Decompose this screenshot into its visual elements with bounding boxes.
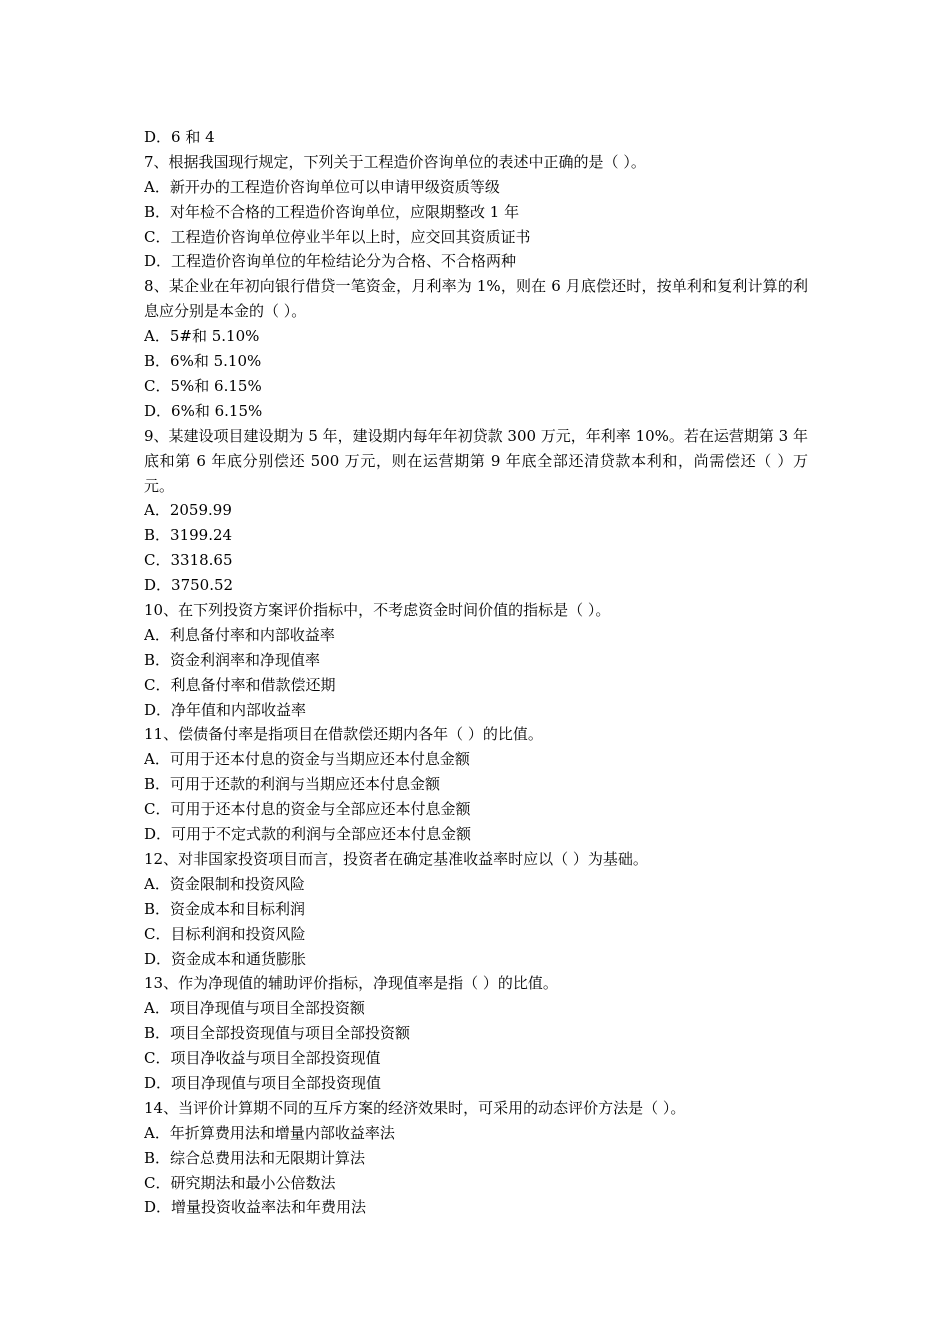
option-a: A．2059.99: [144, 501, 232, 520]
option-a: A．5#和 5.10%: [144, 327, 260, 346]
question-13: [144, 971, 808, 1095]
question-text: 11、偿债备付率是指项目在借款偿还期内各年（ ）的比值。: [144, 725, 543, 744]
option-d: D．6%和 6.15%: [144, 401, 263, 420]
option-a: A．利息备付率和内部收益率: [144, 625, 335, 644]
option-d: D．3750.52: [144, 576, 234, 595]
question-10: [144, 598, 808, 722]
option-c: C．利息备付率和借款偿还期: [144, 675, 336, 694]
option-d: D．工程造价咨询单位的年检结论分为合格、不合格两种: [144, 252, 517, 271]
option-c: C．研究期法和最小公倍数法: [144, 1173, 336, 1192]
question-text: 12、对非国家投资项目而言，投资者在确定基准收益率时应以（ ）为基础。: [144, 849, 648, 868]
option-b: B．6%和 5.10%: [144, 352, 262, 371]
question-text: 14、当评价计算期不同的互斥方案的经济效果时，可采用的动态评价方法是（ ）。: [144, 1098, 686, 1117]
question-12: [144, 847, 808, 971]
option-c: C．可用于还本付息的资金与全部应还本付息金额: [144, 800, 471, 819]
question-11: [144, 722, 808, 846]
question-text: 10、在下列投资方案评价指标中，不考虑资金时间价值的指标是（ ）。: [144, 601, 611, 620]
option-d: D．可用于不定式款的利润与全部应还本付息金额: [144, 825, 472, 844]
option-b: B．项目全部投资现值与项目全部投资额: [144, 1024, 411, 1043]
question-text: 7、根据我国现行规定，下列关于工程造价咨询单位的表述中正确的是（ ）。: [144, 152, 646, 171]
option-c: C．目标利润和投资风险: [144, 924, 306, 943]
option-b: B．3199.24: [144, 526, 233, 545]
option-c: C．5%和 6.15%: [144, 376, 262, 395]
option-b: B．可用于还款的利润与当期应还本付息金额: [144, 775, 441, 794]
option-c: C．3318.65: [144, 551, 233, 570]
option-d: D．资金成本和通货膨胀: [144, 949, 307, 968]
option-a: A．年折算费用法和增量内部收益率法: [144, 1123, 395, 1142]
question-9: [144, 424, 808, 598]
option-c: C．工程造价咨询单位停业半年以上时，应交回其资质证书: [144, 227, 531, 246]
option-a: A．新开办的工程造价咨询单位可以申请甲级资质等级: [144, 177, 500, 196]
option-a: A．可用于还本付息的资金与当期应还本付息金额: [144, 750, 470, 769]
question-text: 13、作为净现值的辅助评价指标，净现值率是指（ ）的比值。: [144, 974, 558, 993]
option-d: D．增量投资收益率法和年费用法: [144, 1198, 367, 1217]
option-d: D．净年值和内部收益率: [144, 700, 307, 719]
question-14: [144, 1096, 808, 1220]
question-8: [144, 274, 808, 423]
option-b: B．对年检不合格的工程造价咨询单位，应限期整改 1 年: [144, 202, 520, 221]
option-a: A．项目净现值与项目全部投资额: [144, 999, 365, 1018]
option-b: B．综合总费用法和无限期计算法: [144, 1148, 366, 1167]
option-d: D．项目净现值与项目全部投资现值: [144, 1074, 382, 1092]
question-text: 8、某企业在年初向银行借贷一笔资金，月利率为 1%，则在 6 月底偿还时，按单利和复利计算的利息应分别是本金的（ ）。: [144, 277, 808, 321]
option-b: B．资金利润率和净现值率: [144, 650, 321, 669]
question-text: 9、某建设项目建设期为 5 年，建设期内每年年初贷款 300 万元，年利率 10%。若在运营期第 3 年底和第 6 年底分别偿还 500 万元，则在运营期第 9 年底全部还清贷款本利和，尚需偿还（ ）万元。: [144, 426, 808, 495]
option-line: D．6 和 4: [144, 128, 215, 146]
question-7: [144, 150, 808, 274]
document-page: [144, 125, 808, 1220]
option-b: B．资金成本和目标利润: [144, 899, 306, 918]
option-c: C．项目净收益与项目全部投资现值: [144, 1049, 381, 1068]
option-a: A．资金限制和投资风险: [144, 874, 305, 893]
